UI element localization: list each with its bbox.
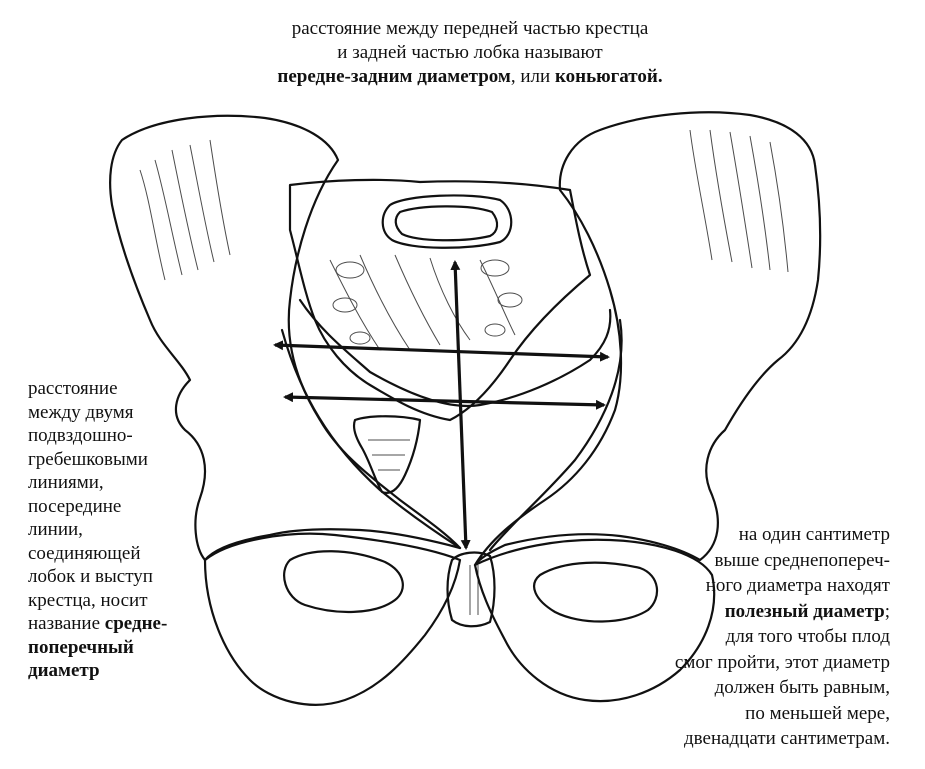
caption-line: посередине [28,495,122,517]
useful-diameter-caption [560,522,890,752]
mid-transverse-caption [28,377,258,683]
caption-line: диаметр [28,660,100,681]
caption-line: для того чтобы плод [725,626,890,647]
caption-line: смог пройти, этот диаметр [674,651,890,673]
caption-line: полезный диаметр; [724,600,890,622]
useful-diameter-arrow [275,345,608,357]
caption-line: лобок и выступ [28,566,153,587]
caption-line: соединяющей [28,542,141,564]
caption-line: линии, [28,519,83,540]
caption-line: двенадцати сантиметрам. [684,728,890,749]
caption-line: подвздошно- [28,425,133,446]
caption-line: название средне- [28,613,168,634]
left-foramen [284,551,403,612]
caption-line: расстояние [28,378,118,399]
caption-line: поперечный [28,636,134,658]
caption-line: гребешковыми [28,448,148,470]
caption-line: между двумя [28,401,134,423]
conjugate-caption [170,17,770,89]
caption-line: ного диаметра находят [705,575,890,596]
caption-line: крестца, носит [28,589,148,611]
conjugate-caption-line1: расстояние между передней частью крестца [291,18,649,39]
caption-line: выше среднепопереч- [714,549,890,571]
conjugate-caption-line2: и задней частью лобка называют [337,42,603,63]
pubic-symphysis [448,553,495,627]
caption-line: линиями, [28,472,104,493]
caption-line: должен быть равным, [714,677,890,698]
caption-line: на один сантиметр [738,524,890,545]
caption-line: по меньшей мере, [745,702,890,724]
conjugate-caption-line3: передне-задним диаметром, или коньюгатой. [277,66,663,87]
